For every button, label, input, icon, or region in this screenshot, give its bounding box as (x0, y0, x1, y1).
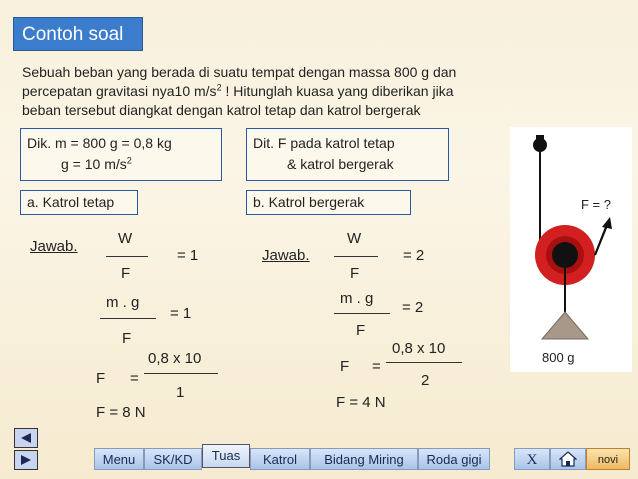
part-a-result: F = 8 N (96, 404, 146, 421)
known-line-2-text: g = 10 m/s (61, 156, 127, 172)
part-a-f-label: F (96, 370, 106, 387)
author-badge: novi (586, 448, 630, 470)
part-a-den3: 1 (176, 384, 185, 401)
problem-line-2-rest: ! Hitunglah kuasa yang diberikan jika (221, 83, 454, 99)
part-b-num2: m . g (340, 290, 374, 307)
nav-katrol[interactable]: Katrol (250, 448, 310, 470)
part-b-f-label: F (340, 358, 350, 375)
part-b-result: F = 4 N (336, 394, 386, 411)
problem-line-2 (22, 82, 602, 101)
part-a-num1: W (118, 230, 133, 247)
nav-tuas[interactable]: Tuas (202, 444, 250, 468)
asked-line-1: Dit. F pada katrol tetap (253, 135, 395, 151)
part-a-fraction-line-1 (106, 256, 148, 257)
part-a-fraction-line-3 (144, 373, 218, 374)
part-b-eq2: = 2 (402, 299, 424, 316)
weight-block (542, 312, 588, 339)
problem-line-2-text: percepatan gravitasi nya10 m/s (22, 83, 217, 99)
next-arrow-icon[interactable] (14, 450, 38, 470)
part-b-fraction-line-1 (334, 256, 378, 257)
part-a-f-eq: = (130, 370, 139, 387)
arrow-head-icon (602, 217, 612, 229)
asked-box (246, 128, 449, 181)
slide-title: Contoh soal (13, 17, 143, 51)
part-a-eq1: = 1 (177, 247, 199, 264)
nav-bidang-miring[interactable]: Bidang Miring (310, 448, 418, 470)
home-icon (559, 451, 577, 467)
pulley-illustration (510, 127, 632, 372)
part-b-label: b. Katrol bergerak (246, 190, 411, 215)
known-line-1: Dik. m = 800 g = 0,8 kg (27, 135, 172, 151)
part-b-f-eq: = (372, 358, 381, 375)
problem-line-2-sup: 2 (216, 82, 222, 93)
home-button[interactable] (550, 448, 586, 470)
part-a-num2: m . g (106, 294, 140, 311)
part-b-jawab: Jawab. (262, 247, 310, 264)
asked-line-2: & katrol bergerak (287, 156, 394, 172)
part-b-eq1: = 2 (403, 247, 425, 264)
part-a-jawab: Jawab. (30, 238, 78, 255)
part-a-den1: F (121, 265, 131, 282)
problem-line-3: beban tersebut diangkat dengan katrol tetap dan katrol bergerak (22, 102, 421, 118)
part-b-den2: F (356, 322, 366, 339)
part-a-label: a. Katrol tetap (20, 190, 138, 215)
next-arrow-glyph (19, 454, 33, 466)
part-a-den2: F (122, 330, 132, 347)
part-b-num1: W (347, 230, 362, 247)
close-button[interactable]: X (514, 448, 550, 470)
known-line-2-sup: 2 (126, 155, 132, 166)
problem-statement (22, 63, 602, 120)
known-box (20, 128, 222, 181)
mass-label: 800 g (542, 350, 575, 365)
part-b-fraction-line-2 (334, 313, 390, 314)
part-b-fraction-line-3 (386, 362, 462, 363)
part-a-fraction-line-2 (100, 318, 156, 319)
nav-roda-gigi[interactable]: Roda gigi (418, 448, 490, 470)
known-line-2 (27, 154, 215, 175)
force-label: F = ? (581, 197, 611, 212)
nav-sk-kd[interactable]: SK/KD (144, 448, 202, 470)
pulley-drawing (510, 127, 632, 372)
part-b-num3: 0,8 x 10 (392, 340, 446, 357)
part-a-eq2: = 1 (170, 305, 192, 322)
nav-arrows (14, 428, 38, 470)
part-b-den3: 2 (421, 372, 430, 389)
part-b-den1: F (350, 265, 360, 282)
nav-menu[interactable]: Menu (94, 448, 144, 470)
part-a-num3: 0,8 x 10 (148, 350, 202, 367)
prev-arrow-icon[interactable] (14, 428, 38, 448)
prev-arrow-glyph (19, 432, 33, 444)
problem-line-1: Sebuah beban yang berada di suatu tempat dengan massa 800 g dan (22, 64, 457, 80)
